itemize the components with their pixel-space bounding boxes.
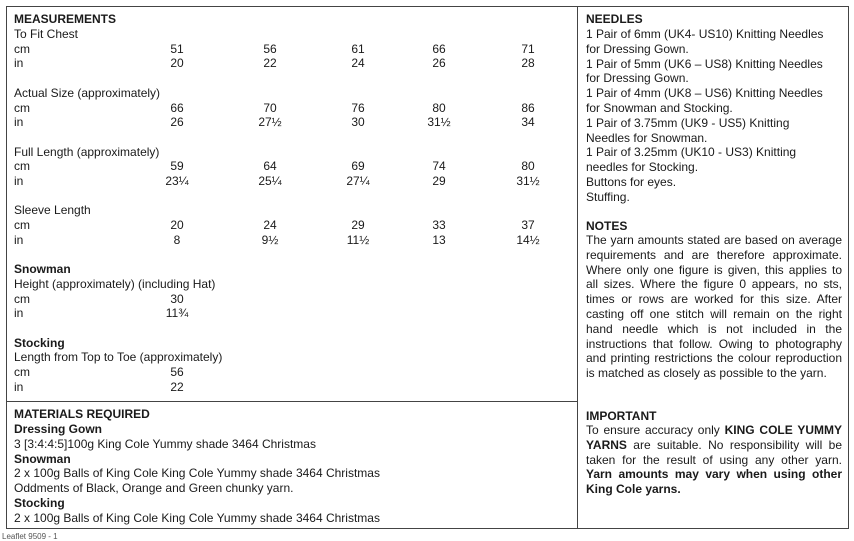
size-value: 30: [351, 115, 365, 130]
size-value: 37: [521, 218, 535, 233]
size-value: 80: [432, 100, 446, 115]
size-value: 22: [263, 56, 277, 71]
leaflet-footer: Leaflet 9509 - 1: [2, 532, 58, 541]
size-value: 59: [170, 159, 184, 174]
material-line: 2 x 100g Balls of King Cole King Cole Yummy shade 3464 Christmas: [14, 466, 380, 481]
needle-line: for Dressing Gown.: [586, 41, 689, 56]
material-subheading: Snowman: [14, 451, 71, 466]
size-value: 64: [263, 159, 277, 174]
unit-label: in: [14, 115, 24, 130]
needle-line: for Snowman and Stocking.: [586, 101, 733, 115]
unit-label: cm: [14, 291, 30, 306]
unit-label: cm: [14, 365, 30, 380]
needle-line: 1 Pair of 4mm (UK8 – US6) Knitting Needles: [586, 86, 823, 101]
size-value: 27¼: [346, 174, 370, 188]
needle-line: 1 Pair of 3.75mm (UK9 - US5) Knitting: [586, 115, 790, 130]
size-value: 34: [521, 115, 535, 130]
size-value: 22: [170, 379, 184, 394]
size-value: 20: [170, 218, 184, 233]
measurements-heading: MEASUREMENTS: [14, 12, 117, 26]
size-value: 26: [170, 115, 184, 130]
material-subheading: Stocking: [14, 496, 65, 510]
unit-label: cm: [14, 41, 30, 56]
needles-heading: NEEDLES: [586, 12, 643, 26]
materials-panel: [6, 401, 578, 529]
size-value: 69: [351, 159, 365, 174]
needles-notes-panel: [577, 6, 849, 529]
unit-label: cm: [14, 100, 30, 115]
material-subheading: Dressing Gown: [14, 422, 103, 436]
size-value: 70: [263, 100, 277, 115]
size-value: 80: [521, 159, 535, 174]
size-value: 51: [170, 41, 184, 56]
size-value: 76: [351, 100, 365, 115]
unit-label: cm: [14, 159, 30, 174]
section-subtitle: Length from Top to Toe (approximately): [14, 350, 223, 365]
important-middle: are suitable. No responsibility will be taken for the result of using any other yarn.: [586, 437, 842, 467]
size-value: 29: [432, 174, 446, 188]
size-value: 13: [432, 232, 446, 247]
size-value: 31½: [427, 115, 451, 130]
important-heading: IMPORTANT: [586, 409, 657, 423]
material-line: 3 [3:4:4:5]100g King Cole Yummy shade 3464 Christmas: [14, 436, 316, 451]
size-value: 8: [173, 232, 181, 247]
size-value: 56: [170, 365, 184, 380]
size-value: 11¾: [165, 306, 189, 321]
size-value: 23¼: [165, 174, 189, 188]
section-title: To Fit Chest: [14, 27, 79, 41]
size-value: 30: [170, 291, 184, 306]
material-line: Oddments of Black, Orange and Green chunky yarn.: [14, 481, 294, 496]
unit-label: in: [14, 379, 24, 394]
size-value: 66: [432, 41, 446, 56]
section-title: Snowman: [14, 262, 71, 277]
size-value: 24: [351, 56, 365, 71]
materials-heading: MATERIALS REQUIRED: [14, 407, 150, 421]
important-warning: Yarn amounts may vary when using other King Cole yarns.: [586, 467, 842, 497]
size-value: 14½: [516, 232, 540, 247]
important-intro: To ensure accuracy only: [586, 423, 725, 437]
measurements-panel: [6, 6, 578, 402]
needle-line: needles for Stocking.: [586, 160, 699, 175]
unit-label: in: [14, 232, 24, 247]
size-value: 25¼: [258, 174, 282, 188]
section-title: Stocking: [14, 335, 65, 350]
needle-line: Stuffing.: [586, 189, 630, 204]
section-subtitle: Height (approximately) (including Hat): [14, 276, 216, 291]
important-brand: KING COLE YUMMY YARNS: [586, 423, 842, 452]
size-value: 11½: [346, 232, 370, 247]
notes-heading: NOTES: [586, 219, 628, 233]
unit-label: in: [14, 174, 24, 188]
size-value: 27½: [258, 115, 282, 130]
needle-line: Needles for Snowman.: [586, 130, 708, 145]
unit-label: in: [14, 56, 24, 71]
size-value: 61: [351, 41, 365, 56]
needle-line: 1 Pair of 5mm (UK6 – US8) Knitting Needles: [586, 56, 823, 71]
needle-line: 1 Pair of 3.25mm (UK10 - US3) Knitting: [586, 145, 797, 160]
size-value: 26: [432, 56, 446, 71]
needle-line: 1 Pair of 6mm (UK4- US10) Knitting Needles: [586, 27, 824, 41]
size-value: 66: [170, 100, 184, 115]
unit-label: in: [14, 306, 24, 321]
size-value: 31½: [516, 174, 540, 188]
material-line: 2 x 100g Balls of King Cole King Cole Yummy shade 3464 Christmas: [14, 510, 380, 525]
size-value: 29: [351, 218, 365, 233]
notes-text: The yarn amounts stated are based on average requirements and are therefore approximate. Where only one figure is given, this applies to all sizes. Where the figure 0 appears, no sts, times or rows are worked for this size. After casting off one stitch will remain on the right hand needle which is not included in the instructions that follow. Owing to photography and printing restrictions the colour reproduction is matched as closely as possible to the yarn.: [586, 233, 842, 381]
important-text: [586, 423, 842, 497]
size-value: 71: [521, 41, 535, 56]
size-value: 33: [432, 218, 446, 233]
size-value: 74: [432, 159, 446, 174]
unit-label: cm: [14, 218, 30, 233]
needle-line: Buttons for eyes.: [586, 175, 677, 189]
size-value: 20: [170, 56, 184, 71]
size-value: 9½: [261, 232, 279, 247]
size-value: 86: [521, 100, 535, 115]
size-value: 24: [263, 218, 277, 233]
needle-line: for Dressing Gown.: [586, 71, 689, 86]
size-value: 28: [521, 56, 535, 71]
section-title: Actual Size (approximately): [14, 85, 161, 100]
section-title: Sleeve Length: [14, 203, 91, 218]
size-value: 56: [263, 41, 277, 56]
section-title: Full Length (approximately): [14, 144, 160, 159]
